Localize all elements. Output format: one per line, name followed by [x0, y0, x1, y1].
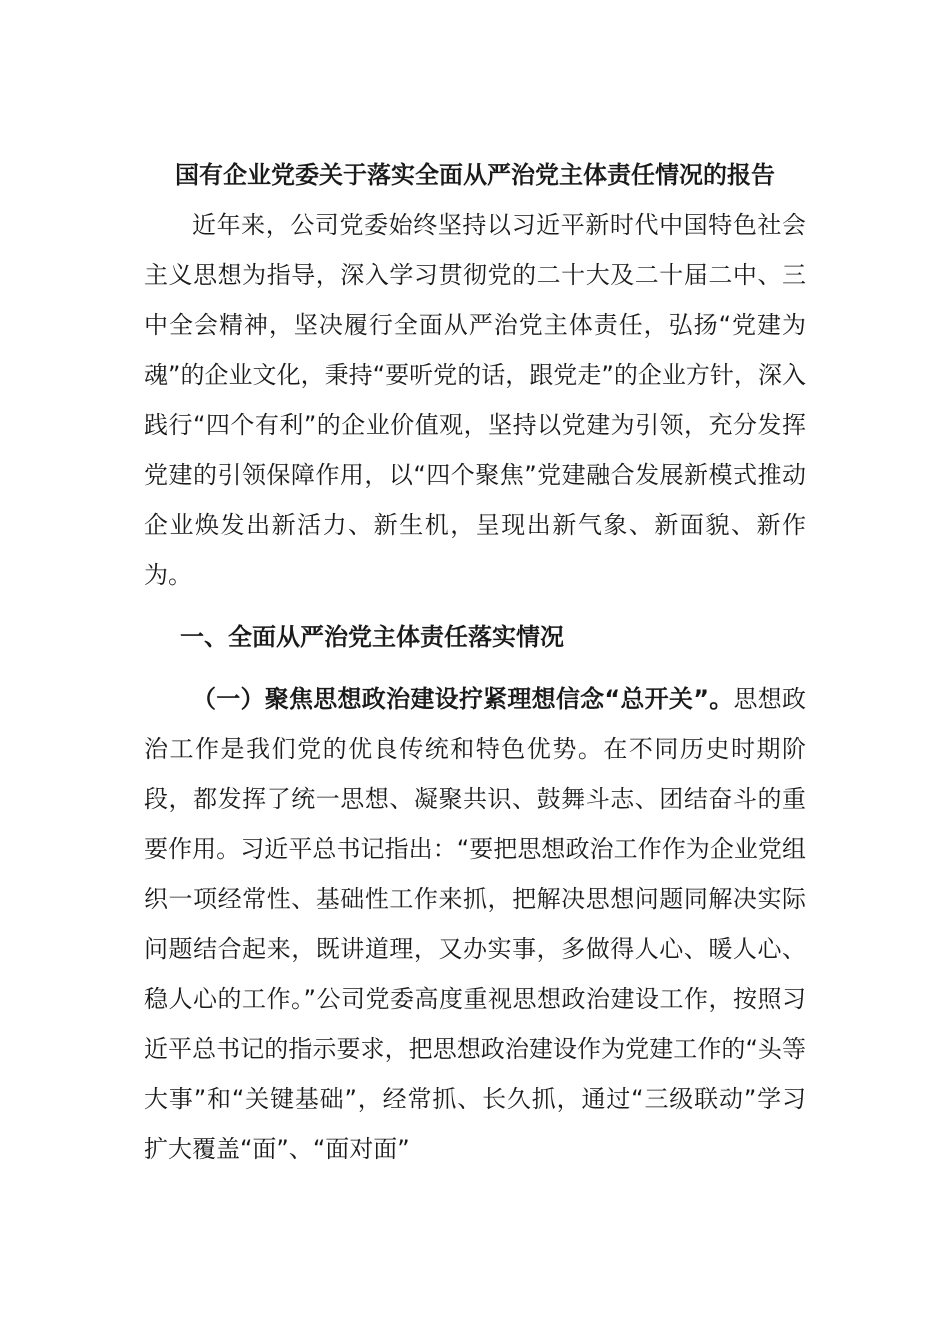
document-body — [144, 150, 806, 1174]
subsection-paragraph-1 — [144, 674, 806, 1174]
subsection-body-1: 思想政治工作是我们党的优良传统和特色优势。在不同历史时期阶段，都发挥了统一思想、凝聚共识、鼓舞斗志、团结奋斗的重要作用。习近平总书记指出：“要把思想政治工作作为企业党组织一项经常性、基础性工作来抓，把解决思想问题同解决实际问题结合起来，既讲道理，又办实事，多做得人心、暖人心、稳人心的工作。”公司党委高度重视思想政治建设工作，按照习近平总书记的指示要求，把思想政治建设作为党建工作的“头等大事”和“关键基础”，经常抓、长久抓，通过“三级联动”学习扩大覆盖“面”、“面对面” — [144, 685, 807, 1163]
document-title: 国有企业党委关于落实全面从严治党主体责任情况的报告 — [175, 161, 775, 189]
section-heading-1: 一、全面从严治党主体责任落实情况 — [180, 623, 564, 651]
subsection-lead-1: （一）聚焦思想政治建设拧紧理想信念“总开关”。 — [192, 685, 734, 713]
intro-paragraph: 近年来，公司党委始终坚持以习近平新时代中国特色社会主义思想为指导，深入学习贯彻党的二十大及二十届二中、三中全会精神，坚决履行全面从严治党主体责任，弘扬“党建为魂”的企业文化，秉持“要听党的话，跟党走”的企业方针，深入践行“四个有利”的企业价值观，坚持以党建为引领，充分发挥党建的引领保障作用，以“四个聚焦”党建融合发展新模式推动企业焕发出新活力、新生机，呈现出新气象、新面貌、新作为。 — [144, 211, 806, 589]
